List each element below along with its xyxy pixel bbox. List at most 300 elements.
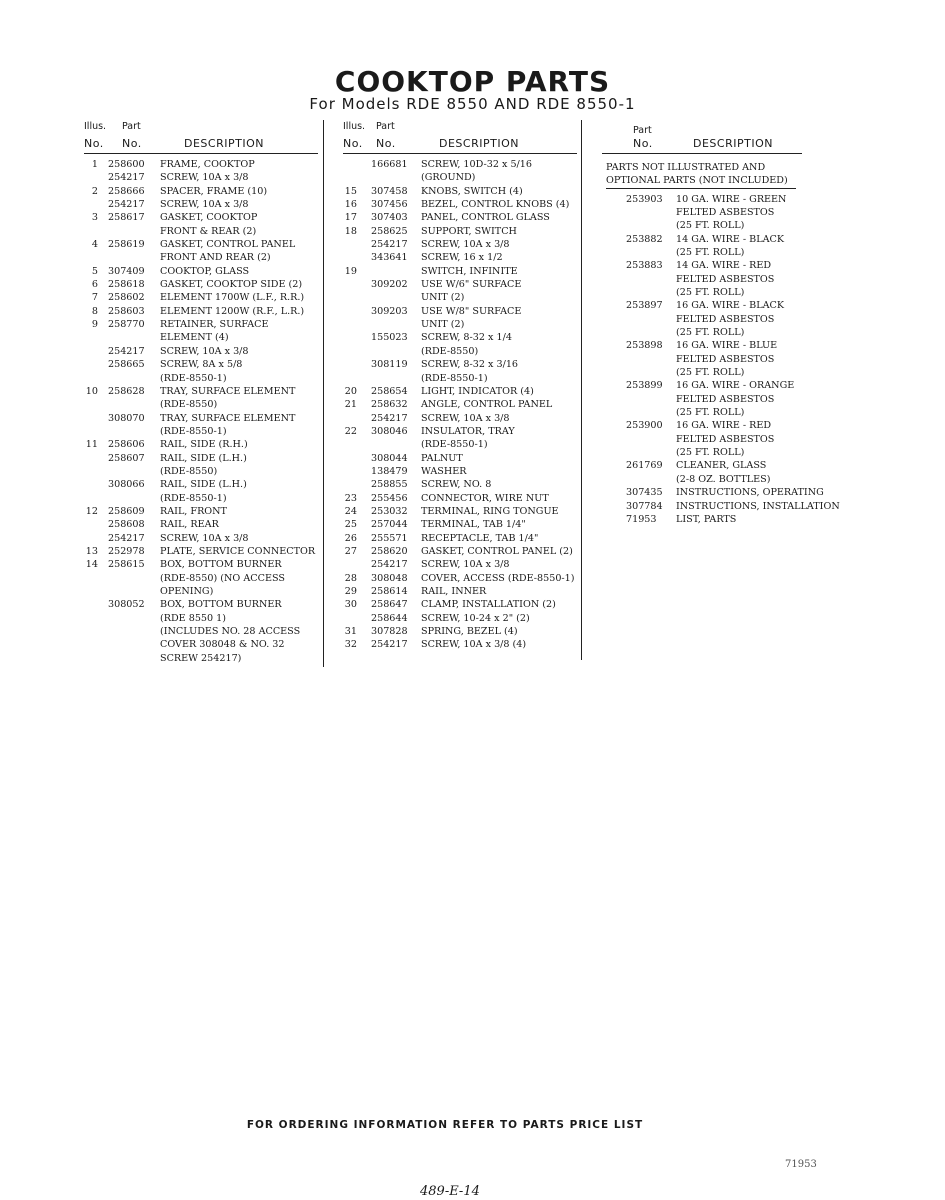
- part-number: 307784: [626, 500, 663, 512]
- part-no-header: No.: [376, 137, 396, 150]
- table-row: [606, 219, 856, 232]
- table-row: [606, 513, 856, 526]
- table-row: [84, 612, 324, 625]
- part-description: (RDE-8550-1): [421, 372, 488, 384]
- part-description: (RDE-8550-1): [160, 492, 227, 504]
- part-number: 258665: [108, 359, 145, 371]
- part-number: 308070: [108, 412, 145, 424]
- illus-header: Illus.: [84, 121, 107, 132]
- part-number: 307409: [108, 265, 145, 277]
- part-description: 16 GA. WIRE - ORANGE: [676, 380, 795, 392]
- part-description: INSTRUCTIONS, INSTALLATION: [676, 500, 840, 512]
- ordering-footer: FOR ORDERING INFORMATION REFER TO PARTS PRICE LIST: [246, 1119, 644, 1131]
- table-row: [606, 366, 856, 379]
- part-number: 71953: [626, 513, 657, 525]
- part-number: 309202: [371, 279, 408, 291]
- table-row: [84, 545, 324, 558]
- table-row: [606, 193, 856, 206]
- part-description: SCREW, 10A x 3/8: [421, 559, 510, 571]
- part-number: 254217: [371, 639, 408, 651]
- table-row: [84, 198, 324, 211]
- part-number: 258615: [108, 559, 145, 571]
- part-description: (25 FT. ROLL): [676, 407, 745, 419]
- part-description: SCREW, 10-24 x 2" (2): [421, 612, 530, 624]
- part-description: FELTED ASBESTOS: [676, 313, 775, 325]
- illus-number: 6: [91, 279, 98, 291]
- part-description: 16 GA. WIRE - BLACK: [676, 300, 785, 312]
- parts-list: [343, 158, 588, 652]
- table-row: [343, 372, 588, 385]
- part-description: (RDE-8550): [160, 399, 218, 411]
- part-number: 308119: [371, 359, 408, 371]
- part-number: 253903: [626, 193, 663, 205]
- part-description: COVER 308048 & NO. 32: [160, 639, 285, 651]
- table-row: [84, 358, 324, 371]
- part-description: (RDE-8550): [421, 345, 479, 357]
- table-row: [606, 433, 856, 446]
- part-number: 253883: [626, 260, 663, 272]
- illus-number: 4: [91, 239, 98, 251]
- illus-number: 24: [344, 505, 357, 517]
- table-row: [84, 598, 324, 611]
- part-number: 257044: [371, 519, 408, 531]
- table-row: [343, 532, 588, 545]
- part-header: Part: [122, 121, 141, 132]
- header-underline: [602, 153, 802, 154]
- illus-number: 2: [91, 185, 98, 197]
- part-description: (RDE-8550): [160, 465, 218, 477]
- part-description: LIST, PARTS: [676, 513, 737, 525]
- table-row: [343, 638, 588, 651]
- part-number: 258855: [371, 479, 408, 491]
- table-row: [84, 318, 324, 331]
- part-number: 258654: [371, 385, 408, 397]
- parts-list: [84, 158, 324, 665]
- table-row: [343, 492, 588, 505]
- table-row: [343, 452, 588, 465]
- illus-number: 7: [91, 292, 98, 304]
- table-row: [343, 612, 588, 625]
- part-description: (25 FT. ROLL): [676, 220, 745, 232]
- illus-number: 3: [91, 212, 98, 224]
- table-row: [606, 286, 856, 299]
- illus-number: 19: [344, 265, 357, 277]
- part-header: Part: [633, 125, 652, 136]
- part-number: 254217: [108, 532, 145, 544]
- document-code: 489-E-14: [420, 1184, 480, 1199]
- table-row: [606, 313, 856, 326]
- part-description: BOX, BOTTOM BURNER: [160, 599, 282, 611]
- table-row: [84, 452, 324, 465]
- part-description: ELEMENT 1700W (L.F., R.R.): [160, 292, 305, 304]
- illus-number: 29: [344, 586, 357, 597]
- part-description: OPENING): [160, 586, 214, 597]
- table-row: [84, 305, 324, 318]
- part-description: CONNECTOR, WIRE NUT: [421, 492, 549, 504]
- illus-number: 26: [344, 532, 357, 544]
- part-description: PALNUT: [421, 452, 463, 464]
- not-illustrated-note: [606, 161, 856, 188]
- illus-no-header: No.: [343, 137, 363, 150]
- part-number: 258666: [108, 185, 145, 197]
- part-description: FELTED ASBESTOS: [676, 273, 775, 285]
- part-description: PLATE, SERVICE CONNECTOR: [160, 545, 316, 557]
- part-description: PANEL, CONTROL GLASS: [421, 212, 550, 224]
- table-row: [343, 505, 588, 518]
- illus-number: 15: [344, 185, 357, 197]
- part-description: SCREW, 10A x 3/8: [160, 345, 249, 357]
- illus-number: 8: [91, 305, 98, 317]
- part-number: 253897: [626, 300, 663, 312]
- part-description: (25 FT. ROLL): [676, 367, 745, 379]
- table-row: [343, 465, 588, 478]
- part-description: FRONT & REAR (2): [160, 225, 257, 237]
- table-row: [84, 558, 324, 571]
- table-row: [606, 446, 856, 459]
- part-number: 308052: [108, 599, 145, 611]
- part-number: 308044: [371, 452, 408, 464]
- illus-number: 27: [344, 545, 357, 557]
- part-description: KNOBS, SWITCH (4): [421, 185, 523, 197]
- part-description: (RDE-8550) (NO ACCESS: [160, 572, 285, 584]
- illus-number: 12: [85, 505, 98, 517]
- table-row: [84, 625, 324, 638]
- description-header: DESCRIPTION: [184, 137, 264, 150]
- header-underline: [343, 153, 577, 154]
- part-number: 307458: [371, 185, 408, 197]
- part-description: SCREW, 10A x 3/8: [160, 172, 249, 184]
- part-description: UNIT (2): [421, 319, 465, 331]
- part-number: 308048: [371, 572, 408, 584]
- part-description: TERMINAL, TAB 1/4": [421, 519, 526, 531]
- table-row: [343, 425, 588, 438]
- table-row: [84, 238, 324, 251]
- part-number: 166681: [371, 159, 408, 170]
- part-number: 307403: [371, 212, 408, 224]
- table-row: [343, 265, 588, 278]
- illus-no-header: No.: [84, 137, 104, 150]
- part-number: 258618: [108, 279, 145, 291]
- illus-number: 17: [344, 212, 357, 224]
- parts-column-1: [84, 120, 324, 664]
- table-row: [606, 259, 856, 272]
- part-description: ELEMENT 1200W (R.F., L.R.): [160, 305, 305, 317]
- illus-number: 13: [85, 545, 98, 557]
- illus-number: 31: [344, 626, 357, 638]
- table-row: [84, 225, 324, 238]
- part-description: RAIL, SIDE (L.H.): [160, 452, 247, 464]
- column-header: [343, 120, 588, 152]
- table-row: [84, 278, 324, 291]
- part-number: 309203: [371, 305, 408, 317]
- part-number: 255571: [371, 532, 408, 544]
- part-description: RAIL, SIDE (L.H.): [160, 479, 247, 491]
- part-description: SCREW, 8A x 5/8: [160, 359, 243, 371]
- part-number: 258600: [108, 159, 145, 170]
- part-description: SCREW, 10A x 3/8: [160, 199, 249, 211]
- description-header: DESCRIPTION: [693, 137, 773, 150]
- part-description: RAIL, SIDE (R.H.): [160, 439, 248, 451]
- table-row: [343, 251, 588, 264]
- table-row: [606, 206, 856, 219]
- part-description: SCREW, 8-32 x 1/4: [421, 332, 512, 344]
- part-number: 258608: [108, 519, 145, 531]
- part-number: 258617: [108, 212, 145, 224]
- part-number: 258625: [371, 225, 408, 237]
- table-row: [84, 652, 324, 665]
- part-description: 10 GA. WIRE - GREEN: [676, 193, 787, 205]
- part-description: 16 GA. WIRE - BLUE: [676, 340, 778, 352]
- part-description: TERMINAL, RING TONGUE: [421, 505, 559, 517]
- table-row: [606, 273, 856, 286]
- part-number: 253032: [371, 505, 408, 517]
- part-description: BOX, BOTTOM BURNER: [160, 559, 282, 571]
- part-description: RAIL, FRONT: [160, 505, 227, 517]
- part-description: (RDE-8550-1): [160, 425, 227, 437]
- part-number: 258647: [371, 599, 408, 611]
- part-description: GASKET, COOKTOP: [160, 212, 258, 224]
- part-description: (25 FT. ROLL): [676, 246, 745, 258]
- part-number: 254217: [371, 239, 408, 251]
- illus-number: 30: [344, 599, 357, 611]
- table-row: [343, 572, 588, 585]
- part-description: RECEPTACLE, TAB 1/4": [421, 532, 539, 544]
- illus-number: 14: [85, 559, 98, 571]
- part-number: 307435: [626, 487, 663, 499]
- table-row: [606, 473, 856, 486]
- part-number: 258620: [371, 545, 408, 557]
- table-row: [84, 211, 324, 224]
- table-row: [343, 185, 588, 198]
- table-row: [84, 478, 324, 491]
- table-row: [343, 331, 588, 344]
- part-description: UNIT (2): [421, 292, 465, 304]
- description-header: DESCRIPTION: [439, 137, 519, 150]
- part-description: LIGHT, INDICATOR (4): [421, 385, 534, 397]
- part-number: 258602: [108, 292, 145, 304]
- part-number: 258609: [108, 505, 145, 517]
- table-row: [606, 393, 856, 406]
- table-row: [343, 585, 588, 598]
- table-row: [84, 345, 324, 358]
- table-row: [606, 326, 856, 339]
- part-number: 253898: [626, 340, 663, 352]
- part-number: 258607: [108, 452, 145, 464]
- illus-number: 23: [344, 492, 357, 504]
- table-row: [84, 331, 324, 344]
- column-header: [606, 120, 856, 152]
- table-row: [343, 158, 588, 171]
- table-row: [343, 558, 588, 571]
- table-row: [84, 412, 324, 425]
- table-row: [606, 353, 856, 366]
- table-row: [84, 158, 324, 171]
- illus-number: 1: [91, 159, 98, 170]
- table-row: [343, 438, 588, 451]
- table-row: [343, 305, 588, 318]
- part-description: USE W/8" SURFACE: [421, 305, 522, 317]
- part-number: 155023: [371, 332, 408, 344]
- note-line: PARTS NOT ILLUSTRATED AND: [606, 162, 766, 173]
- table-row: [606, 299, 856, 312]
- table-row: [84, 425, 324, 438]
- table-row: [606, 419, 856, 432]
- part-number: 258619: [108, 239, 145, 251]
- table-row: [84, 251, 324, 264]
- part-description: SCREW, 10A x 3/8 (4): [421, 639, 527, 651]
- part-number: 307828: [371, 626, 408, 638]
- table-row: [84, 265, 324, 278]
- illus-number: 28: [344, 572, 357, 584]
- part-description: RAIL, REAR: [160, 519, 219, 531]
- table-row: [606, 486, 856, 499]
- part-description: COOKTOP, GLASS: [160, 265, 250, 277]
- part-description: (25 FT. ROLL): [676, 327, 745, 339]
- page-number: 71953: [785, 1159, 817, 1170]
- part-number: 307456: [371, 199, 408, 211]
- part-number: 258603: [108, 305, 145, 317]
- part-description: RETAINER, SURFACE: [160, 319, 269, 331]
- illus-number: 20: [344, 385, 357, 397]
- parts-column-2: [343, 120, 588, 651]
- table-row: [84, 398, 324, 411]
- table-row: [343, 225, 588, 238]
- part-description: SCREW 254217): [160, 652, 242, 664]
- note-line: OPTIONAL PARTS (NOT INCLUDED): [606, 175, 788, 187]
- table-row: [343, 358, 588, 371]
- table-row: [84, 638, 324, 651]
- part-description: 14 GA. WIRE - BLACK: [676, 233, 785, 245]
- table-row: [84, 585, 324, 598]
- part-description: CLAMP, INSTALLATION (2): [421, 599, 556, 611]
- table-row: [84, 465, 324, 478]
- part-description: RAIL, INNER: [421, 586, 487, 597]
- illus-number: 10: [85, 385, 98, 397]
- page-subtitle: For Models RDE 8550 AND RDE 8550-1: [309, 95, 636, 113]
- part-description: CLEANER, GLASS: [676, 460, 767, 472]
- table-row: [343, 385, 588, 398]
- part-description: TRAY, SURFACE ELEMENT: [160, 385, 296, 397]
- table-row: [606, 339, 856, 352]
- table-row: [343, 545, 588, 558]
- part-number: 308066: [108, 479, 145, 491]
- part-description: GASKET, CONTROL PANEL: [160, 239, 296, 251]
- table-row: [84, 492, 324, 505]
- part-number: 254217: [108, 345, 145, 357]
- part-description: INSULATOR, TRAY: [421, 425, 515, 437]
- part-description: (GROUND): [421, 172, 476, 184]
- part-description: USE W/6" SURFACE: [421, 279, 522, 291]
- column-header: [84, 120, 324, 152]
- part-description: ANGLE, CONTROL PANEL: [421, 399, 553, 411]
- part-description: SCREW, 10A x 3/8: [421, 412, 510, 424]
- part-number: 254217: [108, 172, 145, 184]
- part-description: SWITCH, INFINITE: [421, 265, 518, 277]
- column-divider: [581, 120, 582, 660]
- table-row: [84, 291, 324, 304]
- part-number: 253900: [626, 420, 663, 432]
- illus-number: 9: [91, 319, 98, 331]
- illus-number: 25: [344, 519, 357, 531]
- table-row: [343, 398, 588, 411]
- table-row: [343, 345, 588, 358]
- illus-number: 32: [344, 639, 357, 651]
- part-description: GASKET, COOKTOP SIDE (2): [160, 279, 303, 291]
- part-no-header: No.: [122, 137, 142, 150]
- note-underline: [606, 188, 796, 189]
- part-description: ELEMENT (4): [160, 332, 229, 344]
- part-number: 343641: [371, 252, 408, 264]
- table-row: [606, 246, 856, 259]
- header-underline: [84, 153, 318, 154]
- table-row: [343, 598, 588, 611]
- table-row: [343, 478, 588, 491]
- illus-number: 22: [344, 425, 357, 437]
- illus-number: 18: [344, 225, 357, 237]
- part-description: TRAY, SURFACE ELEMENT: [160, 412, 296, 424]
- table-row: [343, 291, 588, 304]
- part-no-header: No.: [633, 137, 653, 150]
- part-description: SUPPORT, SWITCH: [421, 225, 517, 237]
- part-description: SCREW, NO. 8: [421, 479, 492, 491]
- table-row: [343, 412, 588, 425]
- table-row: [84, 185, 324, 198]
- table-row: [606, 379, 856, 392]
- part-number: 254217: [371, 559, 408, 571]
- column-divider: [323, 120, 324, 667]
- table-row: [606, 500, 856, 513]
- part-number: 252978: [108, 545, 145, 557]
- table-row: [606, 459, 856, 472]
- part-description: BEZEL, CONTROL KNOBS (4): [421, 199, 570, 211]
- part-description: (25 FT. ROLL): [676, 447, 745, 459]
- part-number: 255456: [371, 492, 408, 504]
- part-description: SCREW, 10A x 3/8: [160, 532, 249, 544]
- part-description: FELTED ASBESTOS: [676, 206, 775, 218]
- part-description: FRONT AND REAR (2): [160, 252, 271, 264]
- part-number: 253882: [626, 233, 663, 245]
- part-description: WASHER: [421, 465, 467, 477]
- part-description: 14 GA. WIRE - RED: [676, 260, 772, 272]
- part-description: (RDE-8550-1): [160, 372, 227, 384]
- part-number: 308046: [371, 425, 408, 437]
- part-description: SPRING, BEZEL (4): [421, 626, 518, 638]
- table-row: [84, 505, 324, 518]
- part-description: SPACER, FRAME (10): [160, 185, 268, 197]
- part-number: 258644: [371, 612, 408, 624]
- table-row: [84, 532, 324, 545]
- part-number: 254217: [371, 412, 408, 424]
- part-number: 261769: [626, 460, 663, 472]
- part-number: 258770: [108, 319, 145, 331]
- part-description: SCREW, 10D-32 x 5/16: [421, 159, 533, 170]
- part-number: 258628: [108, 385, 145, 397]
- parts-column-3: [606, 120, 856, 525]
- page-title: COOKTOP PARTS: [334, 65, 611, 98]
- part-header: Part: [376, 121, 395, 132]
- part-number: 253899: [626, 380, 663, 392]
- table-row: [343, 625, 588, 638]
- part-number: 258632: [371, 399, 408, 411]
- illus-header: Illus.: [343, 121, 366, 132]
- table-row: [343, 211, 588, 224]
- table-row: [84, 372, 324, 385]
- table-row: [343, 198, 588, 211]
- part-description: INSTRUCTIONS, OPERATING: [676, 487, 824, 499]
- part-description: FELTED ASBESTOS: [676, 353, 775, 365]
- part-description: SCREW, 16 x 1/2: [421, 252, 503, 264]
- table-row: [343, 318, 588, 331]
